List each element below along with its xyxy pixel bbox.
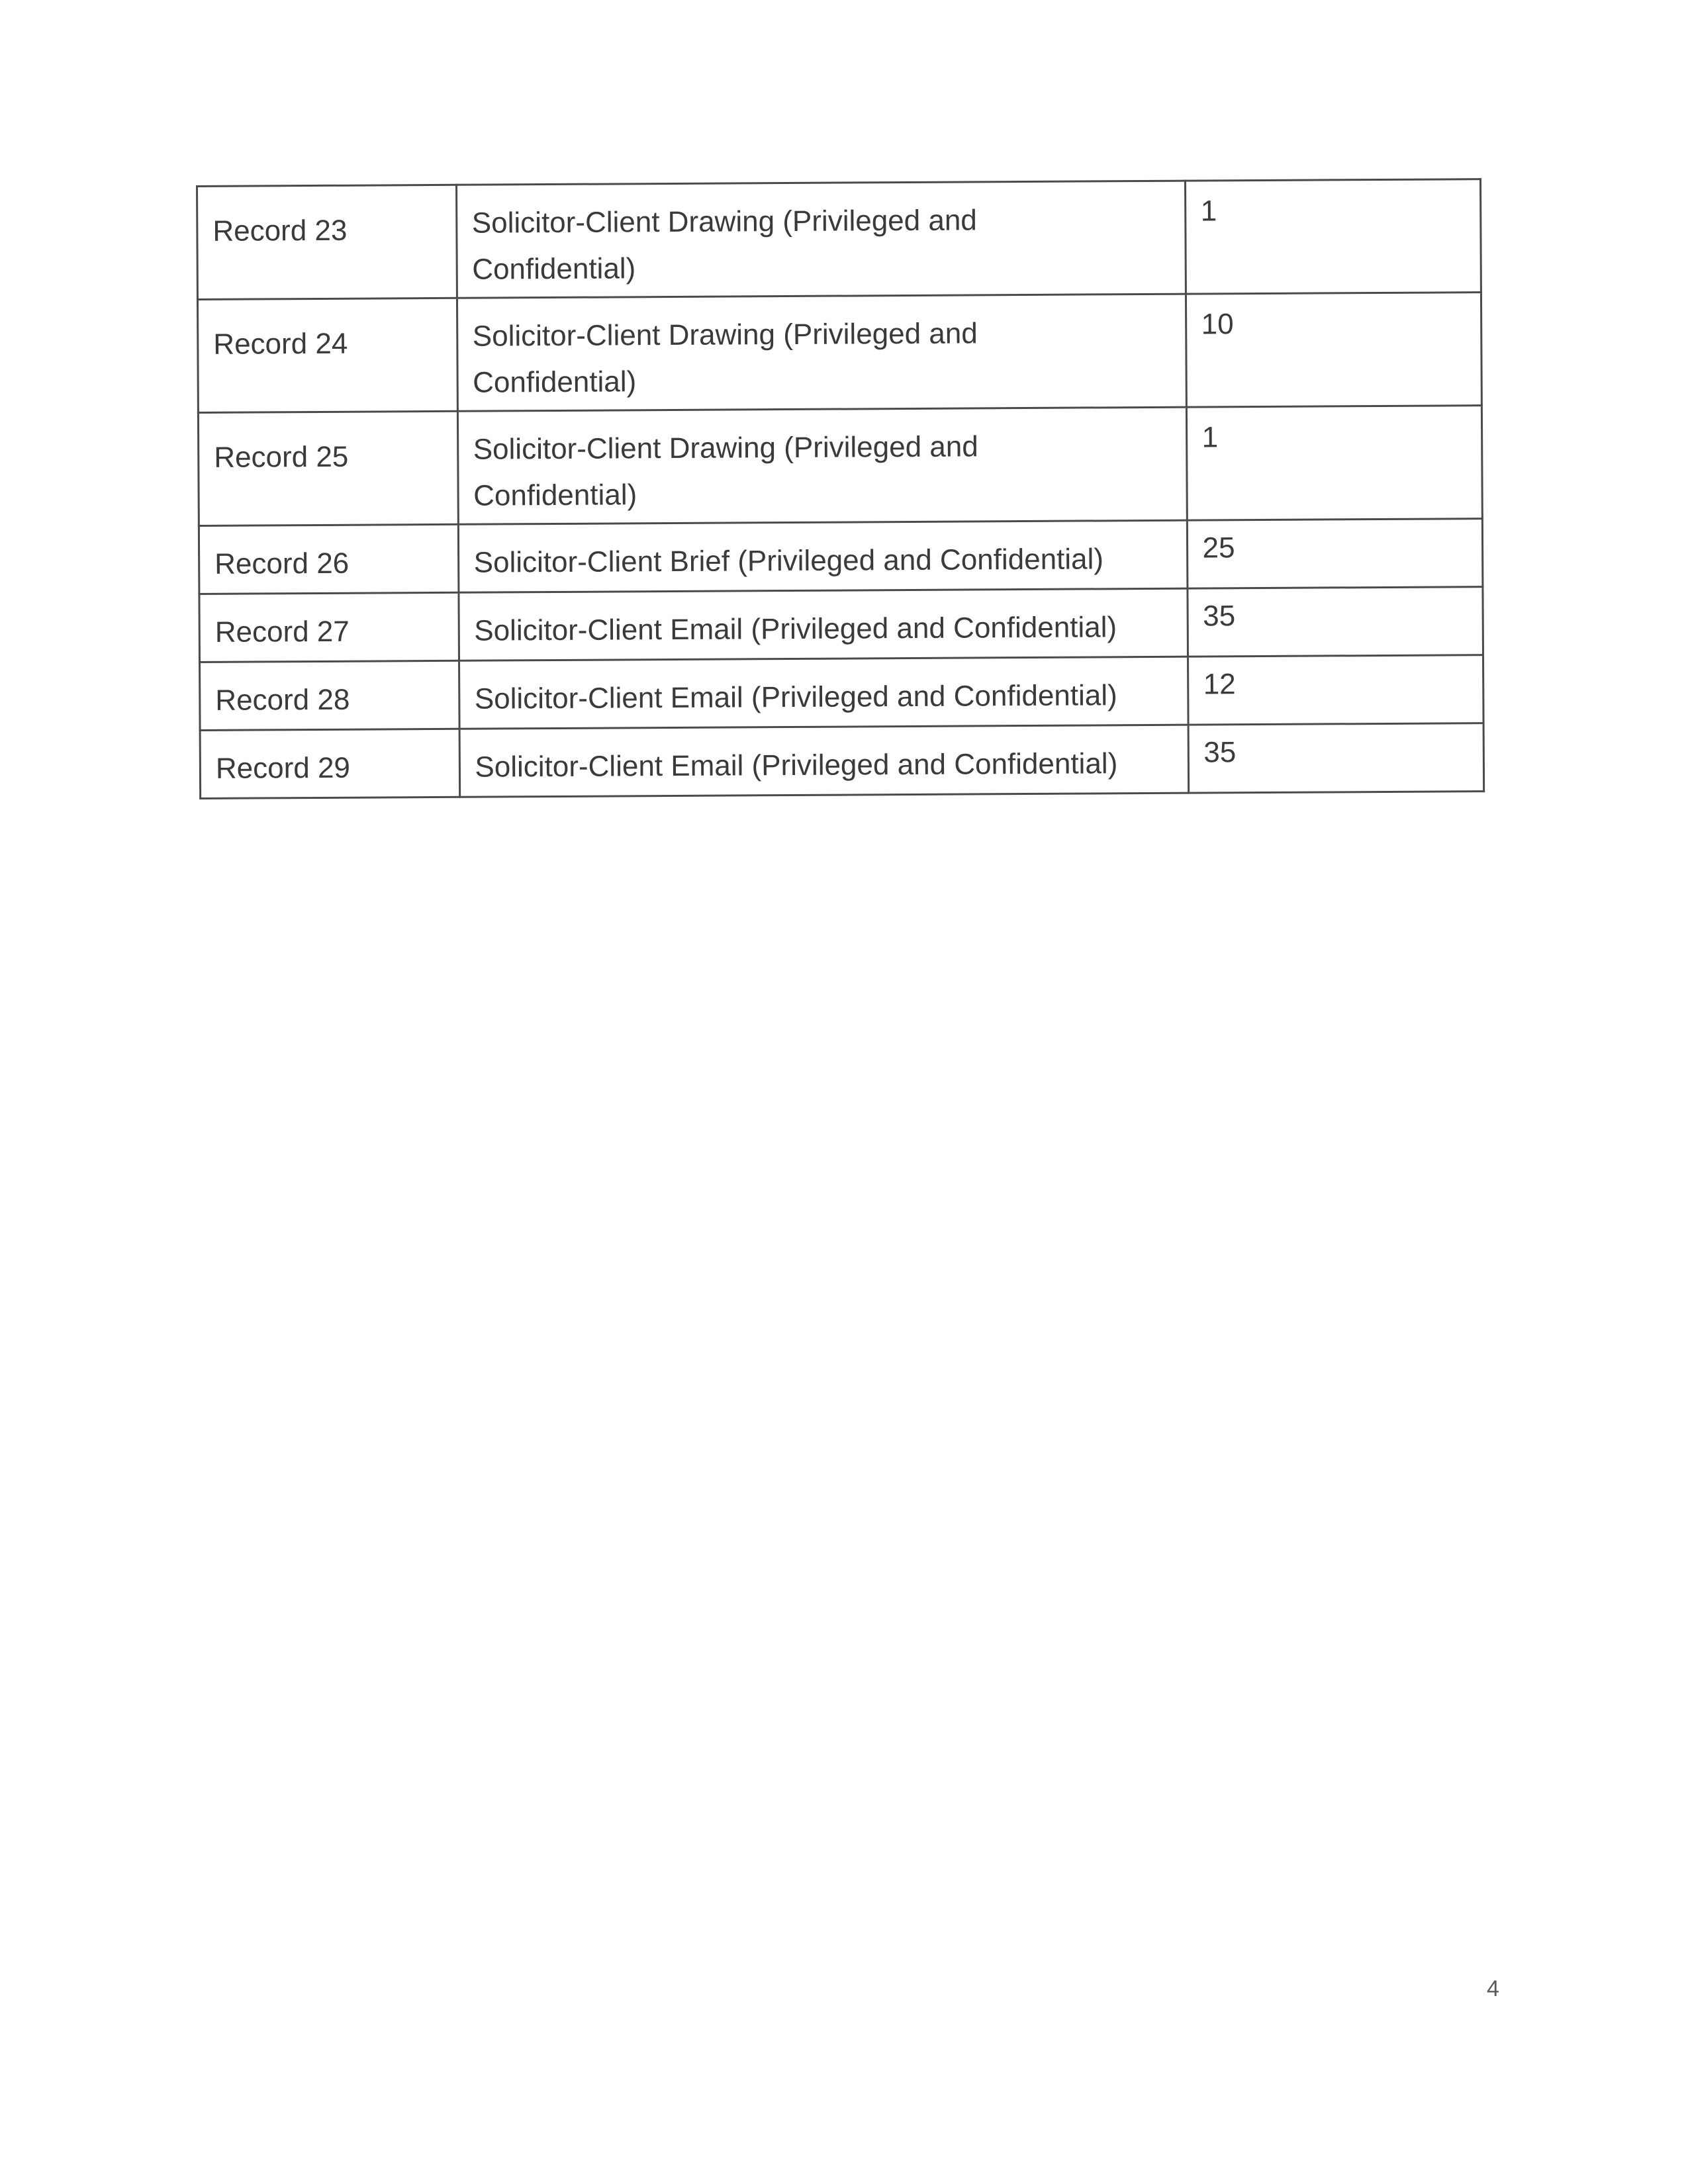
record-pages: 1	[1200, 195, 1217, 228]
description-cell	[458, 588, 1188, 660]
record-description: Solicitor-Client Drawing (Privileged and Confidential)	[471, 204, 977, 286]
record-description: Solicitor-Client Drawing (Privileged and Confidential)	[473, 430, 978, 512]
description-cell	[459, 725, 1189, 797]
records-table	[196, 178, 1485, 799]
pages-cell	[1186, 293, 1481, 407]
description-cell	[457, 294, 1186, 411]
record-pages: 35	[1203, 736, 1237, 769]
record-id: Record 26	[214, 547, 350, 580]
record-cell	[198, 411, 457, 525]
record-description: Solicitor-Client Email (Privileged and Confidential)	[474, 679, 1117, 715]
table-row	[200, 655, 1484, 731]
record-cell	[199, 592, 459, 662]
table-row	[198, 406, 1482, 526]
record-id: Record 25	[214, 440, 349, 474]
pages-cell	[1186, 406, 1482, 520]
description-cell	[457, 407, 1187, 524]
table-row	[197, 293, 1481, 413]
record-pages: 12	[1203, 668, 1236, 701]
record-description: Solicitor-Client Email (Privileged and Confidential)	[474, 611, 1117, 647]
pages-cell	[1187, 587, 1483, 657]
record-cell	[200, 660, 459, 730]
record-pages: 1	[1201, 421, 1219, 454]
page-number: 4	[1487, 1976, 1499, 2001]
record-id: Record 28	[215, 683, 350, 717]
table-row	[199, 587, 1483, 662]
record-cell	[200, 729, 459, 798]
record-pages: 25	[1202, 531, 1235, 565]
pages-cell	[1188, 723, 1484, 793]
description-cell	[458, 520, 1188, 592]
record-pages: 10	[1201, 308, 1234, 341]
table-row	[197, 179, 1481, 300]
pages-cell	[1187, 519, 1483, 588]
record-cell	[199, 524, 458, 594]
record-pages: 35	[1203, 600, 1236, 633]
pages-cell	[1185, 179, 1481, 294]
record-id: Record 23	[212, 214, 348, 248]
record-cell	[197, 298, 457, 412]
pages-cell	[1188, 655, 1483, 725]
record-description: Solicitor-Client Email (Privileged and Confidential)	[475, 747, 1118, 784]
table-row	[199, 519, 1483, 594]
record-id: Record 24	[213, 327, 348, 361]
description-cell	[459, 657, 1188, 729]
record-cell	[197, 185, 457, 299]
record-description: Solicitor-Client Brief (Privileged and Confidential)	[473, 543, 1104, 579]
description-cell	[456, 181, 1186, 298]
record-id: Record 27	[214, 615, 350, 649]
record-description: Solicitor-Client Drawing (Privileged and Confidential)	[472, 317, 978, 399]
record-id: Record 29	[215, 751, 351, 785]
table-row	[200, 723, 1484, 799]
